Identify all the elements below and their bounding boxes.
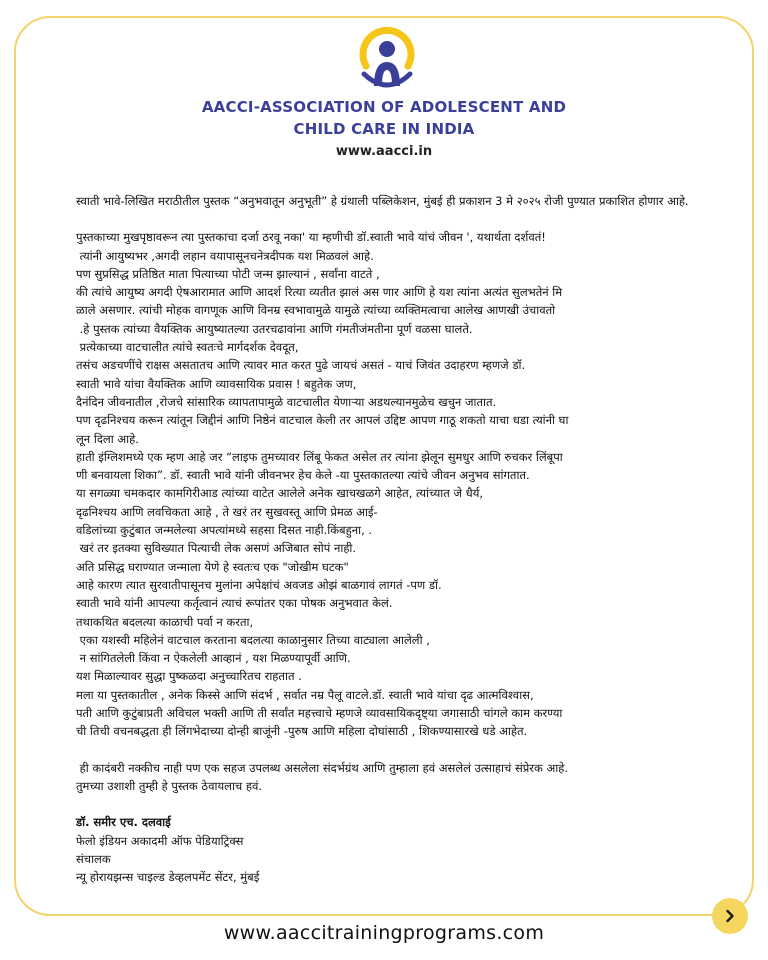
org-website[interactable]: www.aacci.in (335, 144, 433, 159)
signature-line: फेलो इंडियन अकादमी ऑफ पेडियाट्रिक्स (76, 833, 244, 848)
signature-line: न्यू होरायझन्स चाइल्ड डेव्हलपमेंट सेंटर, मुंबई (76, 870, 260, 885)
text-line: लून दिला आहे. (76, 431, 139, 446)
text-line: स्वाती भावे यांनी आपल्या कर्तृत्वानं त्याचं रूपांतर एका पोषक अनुभवात केलं. (76, 596, 393, 611)
text-line: हाती इंग्लिशमध्ये एक म्हण आहे जर “लाइफ तुमच्यावर लिंबू फेकत असेल तर त्यांना झेलून सुमधुर आणि रुचकर लिंबूपा (76, 449, 563, 464)
text-line: ची तिची वचनबद्धता ही लिंगभेदाच्या दोन्ही बाजूंनी -पुरुष आणि महिला दोघांसाठी , शिकण्यासारखे धडे आहेत. (76, 724, 528, 739)
footer-url[interactable]: www.aaccitrainingprograms.com (223, 922, 545, 944)
text-line: णी बनवायला शिका”. डॉ. स्वाती भावे यांनी जीवनभर हेच केले -या पुस्तकातल्या त्यांचे जीवन अनुभव सांगतात. (76, 468, 530, 483)
text-line: यश मिळाल्यावर सुद्धा पुष्कळदा अनुच्चारितच राहतात . (76, 669, 302, 684)
text-line: की त्यांचे आयुष्य अगदी ऐषआरामात आणि आदर्श रित्या व्यतीत झालं अस णार आणि हे यश त्यांना अत्यंत सुलभतेनं मि (76, 285, 563, 300)
chevron-right-icon (723, 909, 737, 923)
text-line: स्वाती भावे यांचा वैयक्तिक आणि व्यावसायिक प्रवास ! बहुतेक जण, (76, 376, 357, 391)
text-line: एका यशस्वी महिलेनं वाटचाल करताना बदलत्या काळानुसार तिच्या वाट्याला आलेली , (76, 632, 430, 647)
text-line: ही कादंबरी नक्कीच नाही पण एक सहज उपलब्ध असलेला संदर्भग्रंथ आणि तुम्हाला हवं असलेलं उत्साहाचं संप्रेरक आहे. (76, 760, 568, 775)
main-paragraph (76, 228, 716, 740)
text-line: दैनंदिन जीवनातील ,रोजचे सांसारिक व्यापतापामुळे वाटचालीत येणाऱ्या अडथल्यानमुळेच खचुन जातात. (76, 394, 497, 409)
text-line: न सांगितलेली किंवा न ऐकलेली आव्हानं , यश मिळण्यापूर्वी आणि. (76, 651, 351, 666)
aacci-logo-icon (354, 24, 420, 94)
text-line: पुस्तकाच्या मुखपृष्ठावरून त्या पुस्तकाचा दर्जा ठरवू नका' या म्हणीची डॉ.स्वाती भावे यांचं जीवन ', यथार्थता दर्शवतं! (76, 230, 546, 245)
signature-name: डॉ. समीर एच. दलवाई (76, 815, 171, 830)
text-line: अति प्रसिद्ध घराण्यात जन्माला येणे हे स्वतःच एक "जोखीम घटक" (76, 559, 349, 574)
text-line: त्यांनी आयुष्यभर ,अगदी लहान वयापासूनचनेत्रदीपक यश मिळवलं आहे. (76, 248, 374, 263)
text-line: तुमच्या उशाशी तुम्ही हे पुस्तक ठेवायलाच हवं. (76, 778, 263, 793)
signature-line: संचालक (76, 851, 111, 866)
text-line: मला या पुस्तकातील , अनेक किस्से आणि संदर्भ , सर्वात नम्र पैलू वाटले.डॉ. स्वाती भावे यांचा दृढ आत्मविश्वास, (76, 687, 534, 702)
text-line: तथाकथित बदलत्या काळाची पर्वा न करता, (76, 614, 254, 629)
text-line: तसंच अडचणींचे राक्षस असतातच आणि त्यावर मात करत पुढे जायचं असतं - याचं जिवंत उदाहरण म्हणजे डॉ. (76, 358, 526, 373)
text-line: ळाले असणार. त्यांची मोहक वागणूक आणि विनम्र स्वभावामुळे यामुळे त्यांच्या व्यक्तिमत्वाचा आलेख आणखी उंचावतो (76, 303, 556, 318)
text-line: दृढनिश्चय आणि लवचिकता आहे , ते खरं तर सुखवस्तू आणि प्रेमळ आई- (76, 504, 378, 519)
closing-paragraph (76, 759, 716, 796)
signature-block (76, 813, 716, 886)
text-line: आहे कारण त्यात सुरवातीपासूनच मुलांना अपेक्षांचं अवजड ओझं बाळगावं लागतं -पण डॉ. (76, 577, 442, 592)
text-line: प्रत्येकाच्या वाटचालीत त्यांचे स्वतःचे मार्गदर्शक देवदूत, (76, 340, 299, 355)
text-line: वडिलांच्या कुटुंबात जन्मलेल्या अपत्यांमध्ये सहसा दिसत नाही.किंबहुना, . (76, 523, 373, 538)
intro-paragraph: स्वाती भावे-लिखित मराठीतील पुस्तक “अनुभवातून अनुभूती” हे ग्रंथाली पब्लिकेशन, मुंबई ही प्रकाशन 3 मे २०२५ रोजी पुण्यात प्रकाशित होणार आहे. (76, 194, 689, 208)
text-line: पण सुप्रसिद्ध प्रतिष्ठित माता पित्याच्या पोटी जन्म झाल्यानं , सर्वांना वाटते , (76, 266, 380, 281)
text-line: या सगळ्या चमकदार कामगिरीआड त्यांच्या वाटेत आलेले अनेक खाचखळगे आहेत, त्यांच्यात जे धैर्य, (76, 486, 484, 501)
org-name-line2: CHILD CARE IN INDIA (293, 120, 475, 138)
text-line: पण दृढनिश्चय करून त्यांतून जिद्दीनं आणि निष्ठेनं वाटचाल केली तर आपलं उद्दिष्ट आपण गाठू शकतो याचा धडा त्यांनी घा (76, 413, 569, 428)
text-line: पती आणि कुटुंबाप्रती अविचल भक्ती आणि ती सर्वांत महत्त्वाचे म्हणजे व्यावसायिकदृष्ट्या जगासाठी चांगले काम करण्या (76, 706, 563, 721)
letter-body (76, 192, 716, 886)
org-name-line1: AACCI-ASSOCIATION OF ADOLESCENT AND (201, 98, 567, 116)
text-line: खरं तर इतक्या सुविख्यात पित्याची लेक असणं अजिबात सोपं नाही. (76, 541, 357, 556)
text-line: .हे पुस्तक त्यांच्या वैयक्तिक आयुष्यातल्या उतरचढावांना आणि गंमतीजंमतीना पूर्ण वळसा घालते. (76, 321, 473, 336)
